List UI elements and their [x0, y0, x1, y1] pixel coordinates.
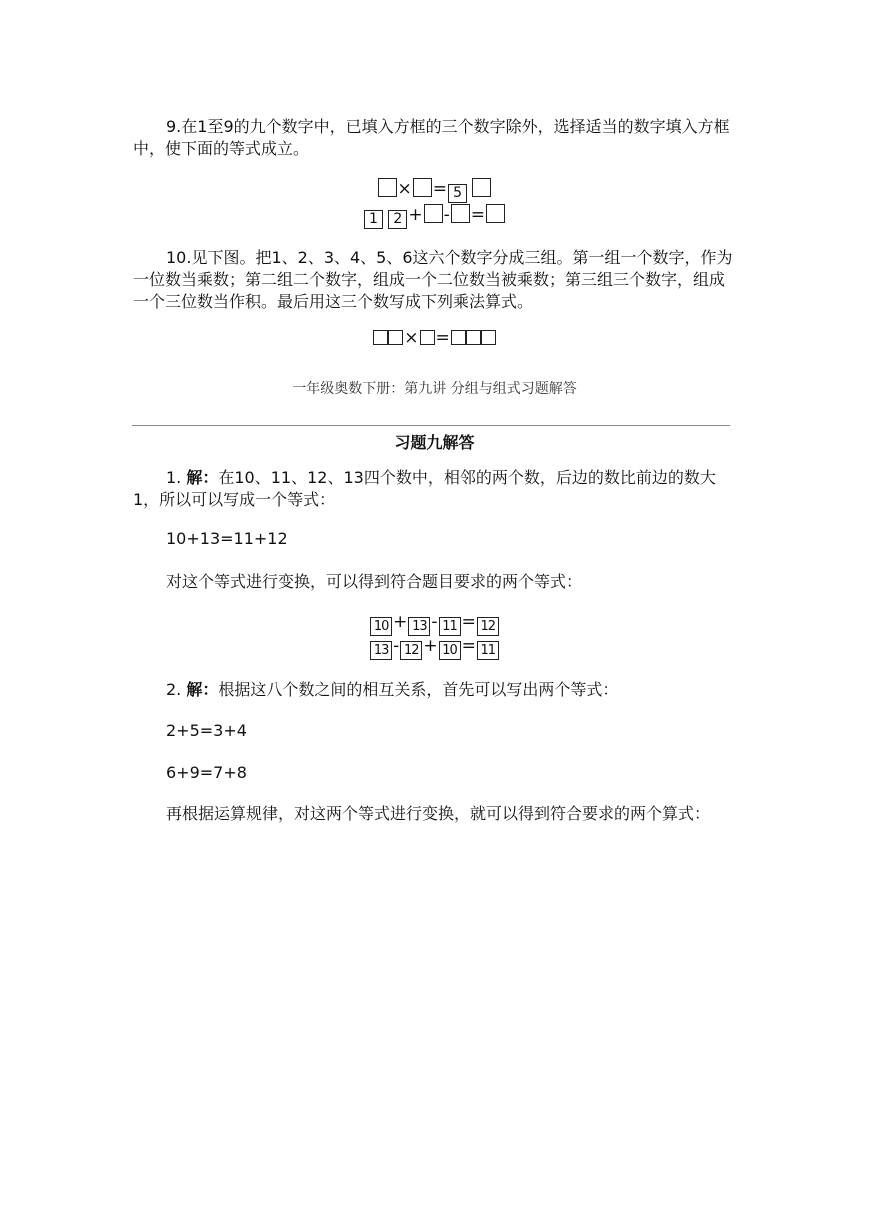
number-box: 13: [370, 641, 392, 660]
times-sign: ×: [397, 179, 412, 199]
answer-1-transform-text: 对这个等式进行变换，可以得到符合题目要求的两个等式：: [166, 572, 583, 591]
equals-sign: =: [435, 328, 450, 348]
plus-sign: +: [423, 636, 438, 656]
blank-box: [472, 178, 491, 197]
number-box: 11: [439, 617, 461, 636]
answer-2-equation-1: 2+5=3+4: [166, 721, 247, 740]
answer-2-conclusion: [133, 803, 733, 825]
answer-1-number: 1.: [166, 468, 182, 487]
answer-1-equation-boxed-2: [0, 635, 869, 660]
blank-box: [466, 330, 481, 345]
answers-heading: 习题九解答: [394, 433, 475, 452]
plus-sign: +: [393, 612, 408, 632]
blank-box: [373, 330, 388, 345]
equals-sign: =: [470, 205, 486, 225]
number-box: 12: [477, 617, 499, 636]
answer-2-number: 2.: [166, 680, 182, 699]
minus-sign: -: [393, 636, 400, 656]
minus-sign: -: [431, 612, 438, 632]
filled-box: 1: [364, 210, 383, 229]
answer-2-text: [133, 679, 733, 701]
blank-box: [451, 204, 470, 223]
problem-9-text: [133, 116, 733, 160]
problem-9-equation-1: [0, 178, 869, 203]
answer-1-label: 解：: [186, 468, 219, 487]
problem-10-body: 见下图。把1、2、3、4、5、6这六个数字分成三组。第一组一个数字，作为一位数当乘数；第二组二个数字，组成一个二位数当被乘数；第三组三个数字，组成一个三位数当作积。最后用这三个数写成下列乘法算式。: [133, 248, 733, 311]
problem-9-equation-2: [0, 204, 869, 229]
blank-box: [424, 204, 443, 223]
answer-1-equation-boxed-1: [0, 611, 869, 636]
minus-sign: -: [443, 205, 450, 225]
problem-10-text: [133, 247, 733, 313]
answer-2-label: 解：: [186, 680, 219, 699]
number-box: 10: [370, 617, 392, 636]
answer-1-body: 在10、11、12、13四个数中，相邻的两个数，后边的数比前边的数大1，所以可以写成一个等式：: [133, 468, 716, 509]
blank-box: [486, 204, 505, 223]
section-caption: 一年级奥数下册：第九讲 分组与组式习题解答: [292, 381, 577, 397]
number-box: 12: [400, 641, 422, 660]
number-box: 13: [408, 617, 430, 636]
blank-box: [378, 178, 397, 197]
answer-1-equation: 10+13=11+12: [166, 529, 288, 548]
answer-2-conclusion-body: 再根据运算规律，对这两个等式进行变换，就可以得到符合要求的两个算式：: [166, 804, 711, 823]
blank-box: [388, 330, 403, 345]
problem-9-number: 9.: [166, 117, 182, 136]
equals-sign: =: [432, 179, 448, 199]
equals-sign: =: [461, 612, 476, 632]
times-sign: ×: [404, 328, 419, 348]
filled-box: 2: [388, 210, 407, 229]
filled-box: 5: [448, 184, 467, 203]
answer-2-body: 根据这八个数之间的相互关系，首先可以写出两个等式：: [218, 680, 619, 699]
plus-sign: +: [408, 205, 423, 225]
equals-sign: =: [461, 636, 476, 656]
blank-box: [420, 330, 435, 345]
blank-box: [481, 330, 496, 345]
answer-2-equation-2: 6+9=7+8: [166, 763, 247, 782]
answer-1-text: [133, 467, 733, 511]
problem-10-number: 10.: [166, 248, 192, 267]
problem-9-body: 在1至9的九个数字中，已填入方框的三个数字除外，选择适当的数字填入方框中，使下面的等式成立。: [133, 117, 730, 158]
blank-box: [451, 330, 466, 345]
number-box: 11: [477, 641, 499, 660]
problem-10-equation: [0, 327, 869, 349]
divider-line: [132, 425, 730, 426]
number-box: 10: [439, 641, 461, 660]
blank-box: [413, 178, 432, 197]
